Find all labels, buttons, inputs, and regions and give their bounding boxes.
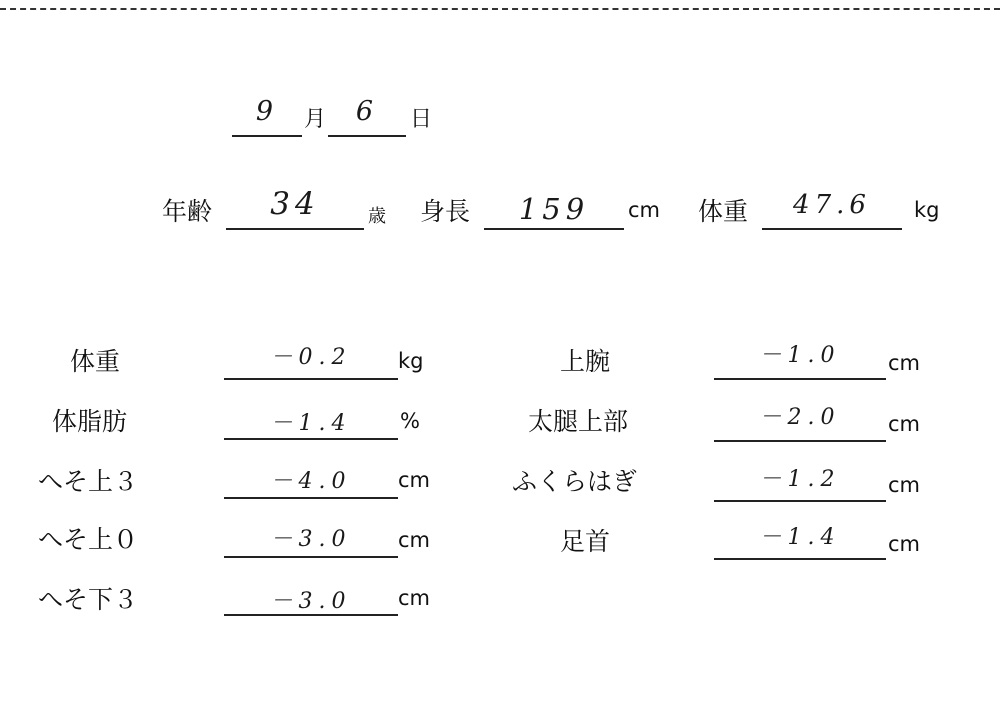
right-measurement-value: －1.2: [759, 467, 841, 492]
age-label: 年齢: [162, 197, 213, 226]
right-measurement-unit: cm: [888, 473, 921, 497]
height-underline: [484, 228, 624, 230]
weight-label: 体重: [698, 197, 749, 226]
height-label: 身長: [420, 197, 471, 226]
left-measurement-value: －1.4: [270, 411, 352, 436]
right-measurement-label: 足首: [560, 527, 611, 556]
right-measurement-value: －1.4: [759, 525, 841, 550]
date-day-label: 日: [410, 107, 433, 132]
right-measurement-unit: cm: [888, 532, 921, 556]
left-measurement-unit: %: [400, 409, 420, 433]
date-month-underline: [232, 135, 302, 137]
weight-value: 47.6: [793, 190, 871, 220]
left-measurement-value: －3.0: [270, 589, 352, 614]
left-measurement-value: －0.2: [270, 345, 352, 370]
right-measurement-underline: [714, 558, 886, 560]
left-measurement-underline: [224, 438, 398, 440]
left-measurement-underline: [224, 497, 398, 499]
right-measurement-underline: [714, 500, 886, 502]
left-measurement-label: 体脂肪: [52, 407, 128, 436]
height-value: 159: [518, 192, 590, 226]
date-month-label: 月: [304, 107, 327, 132]
left-measurement-underline: [224, 378, 398, 380]
left-measurement-label: へそ下３: [38, 585, 139, 614]
right-measurement-label: 上腕: [560, 347, 611, 376]
left-measurement-label: 体重: [70, 347, 121, 376]
left-measurement-value: －4.0: [270, 469, 352, 494]
weight-unit: kg: [914, 198, 940, 222]
weight-underline: [762, 228, 902, 230]
right-measurement-value: －1.0: [759, 343, 841, 368]
age-value: 34: [270, 186, 320, 222]
left-measurement-value: －3.0: [270, 527, 352, 552]
right-measurement-underline: [714, 378, 886, 380]
left-measurement-underline: [224, 614, 398, 616]
left-measurement-unit: cm: [398, 586, 431, 610]
age-underline: [226, 228, 364, 230]
right-measurement-label: ふくらはぎ: [512, 467, 638, 496]
right-measurement-unit: cm: [888, 412, 921, 436]
height-unit: cm: [628, 198, 661, 222]
date-day-value: 6: [355, 96, 379, 127]
left-measurement-unit: cm: [398, 528, 431, 552]
date-day-underline: [328, 135, 406, 137]
right-measurement-label: 太腿上部: [528, 407, 629, 436]
right-measurement-underline: [714, 440, 886, 442]
left-measurement-label: へそ上３: [38, 467, 139, 496]
left-measurement-unit: cm: [398, 468, 431, 492]
date-month-value: 9: [255, 96, 279, 127]
age-unit: 歳: [368, 206, 386, 227]
left-measurement-underline: [224, 556, 398, 558]
right-measurement-value: －2.0: [759, 405, 841, 430]
dashed-cut-line: [0, 8, 1000, 10]
left-measurement-unit: kg: [398, 349, 424, 373]
left-measurement-label: へそ上０: [38, 525, 139, 554]
right-measurement-unit: cm: [888, 351, 921, 375]
